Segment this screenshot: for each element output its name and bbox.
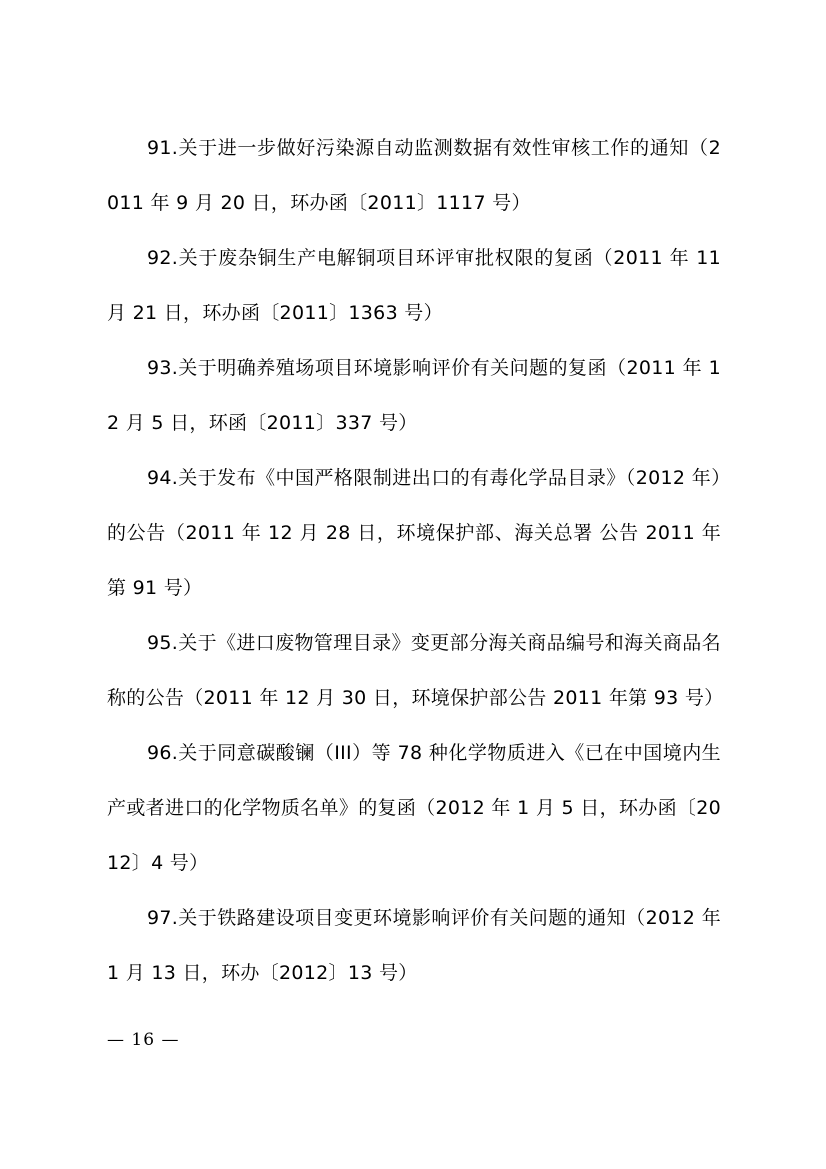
- document-entries: [107, 121, 724, 1001]
- document-entry-94: 94.关于发布《中国严格限制进出口的有毒化学品目录》（2012 年）的公告（2011 年 12 月 28 日，环境保护部、海关总署 公告 2011 年第 91 号）: [107, 467, 721, 599]
- document-entry-96: 96.关于同意碳酸镧（III）等 78 种化学物质进入《已在中国境内生产或者进口的化学物质名单》的复函（2012 年 1 月 5 日，环办函〔2012〕4 号）: [107, 742, 721, 874]
- document-entry-92: 92.关于废杂铜生产电解铜项目环评审批权限的复函（2011 年 11 月 21 日，环办函〔2011〕1363 号）: [107, 247, 721, 324]
- page-number: — 16 —: [107, 1030, 180, 1050]
- document-entry-97: 97.关于铁路建设项目变更环境影响评价有关问题的通知（2012 年 1 月 13 日，环办〔2012〕13 号）: [107, 907, 721, 984]
- document-entry-95: 95.关于《进口废物管理目录》变更部分海关商品编号和海关商品名称的公告（2011 年 12 月 30 日，环境保护部公告 2011 年第 93 号）: [107, 632, 724, 709]
- document-entry-91: 91.关于进一步做好污染源自动监测数据有效性审核工作的通知（2011 年 9 月 20 日，环办函〔2011〕1117 号）: [107, 137, 721, 214]
- document-entry-93: 93.关于明确养殖场项目环境影响评价有关问题的复函（2011 年 12 月 5 日，环函〔2011〕337 号）: [107, 357, 721, 434]
